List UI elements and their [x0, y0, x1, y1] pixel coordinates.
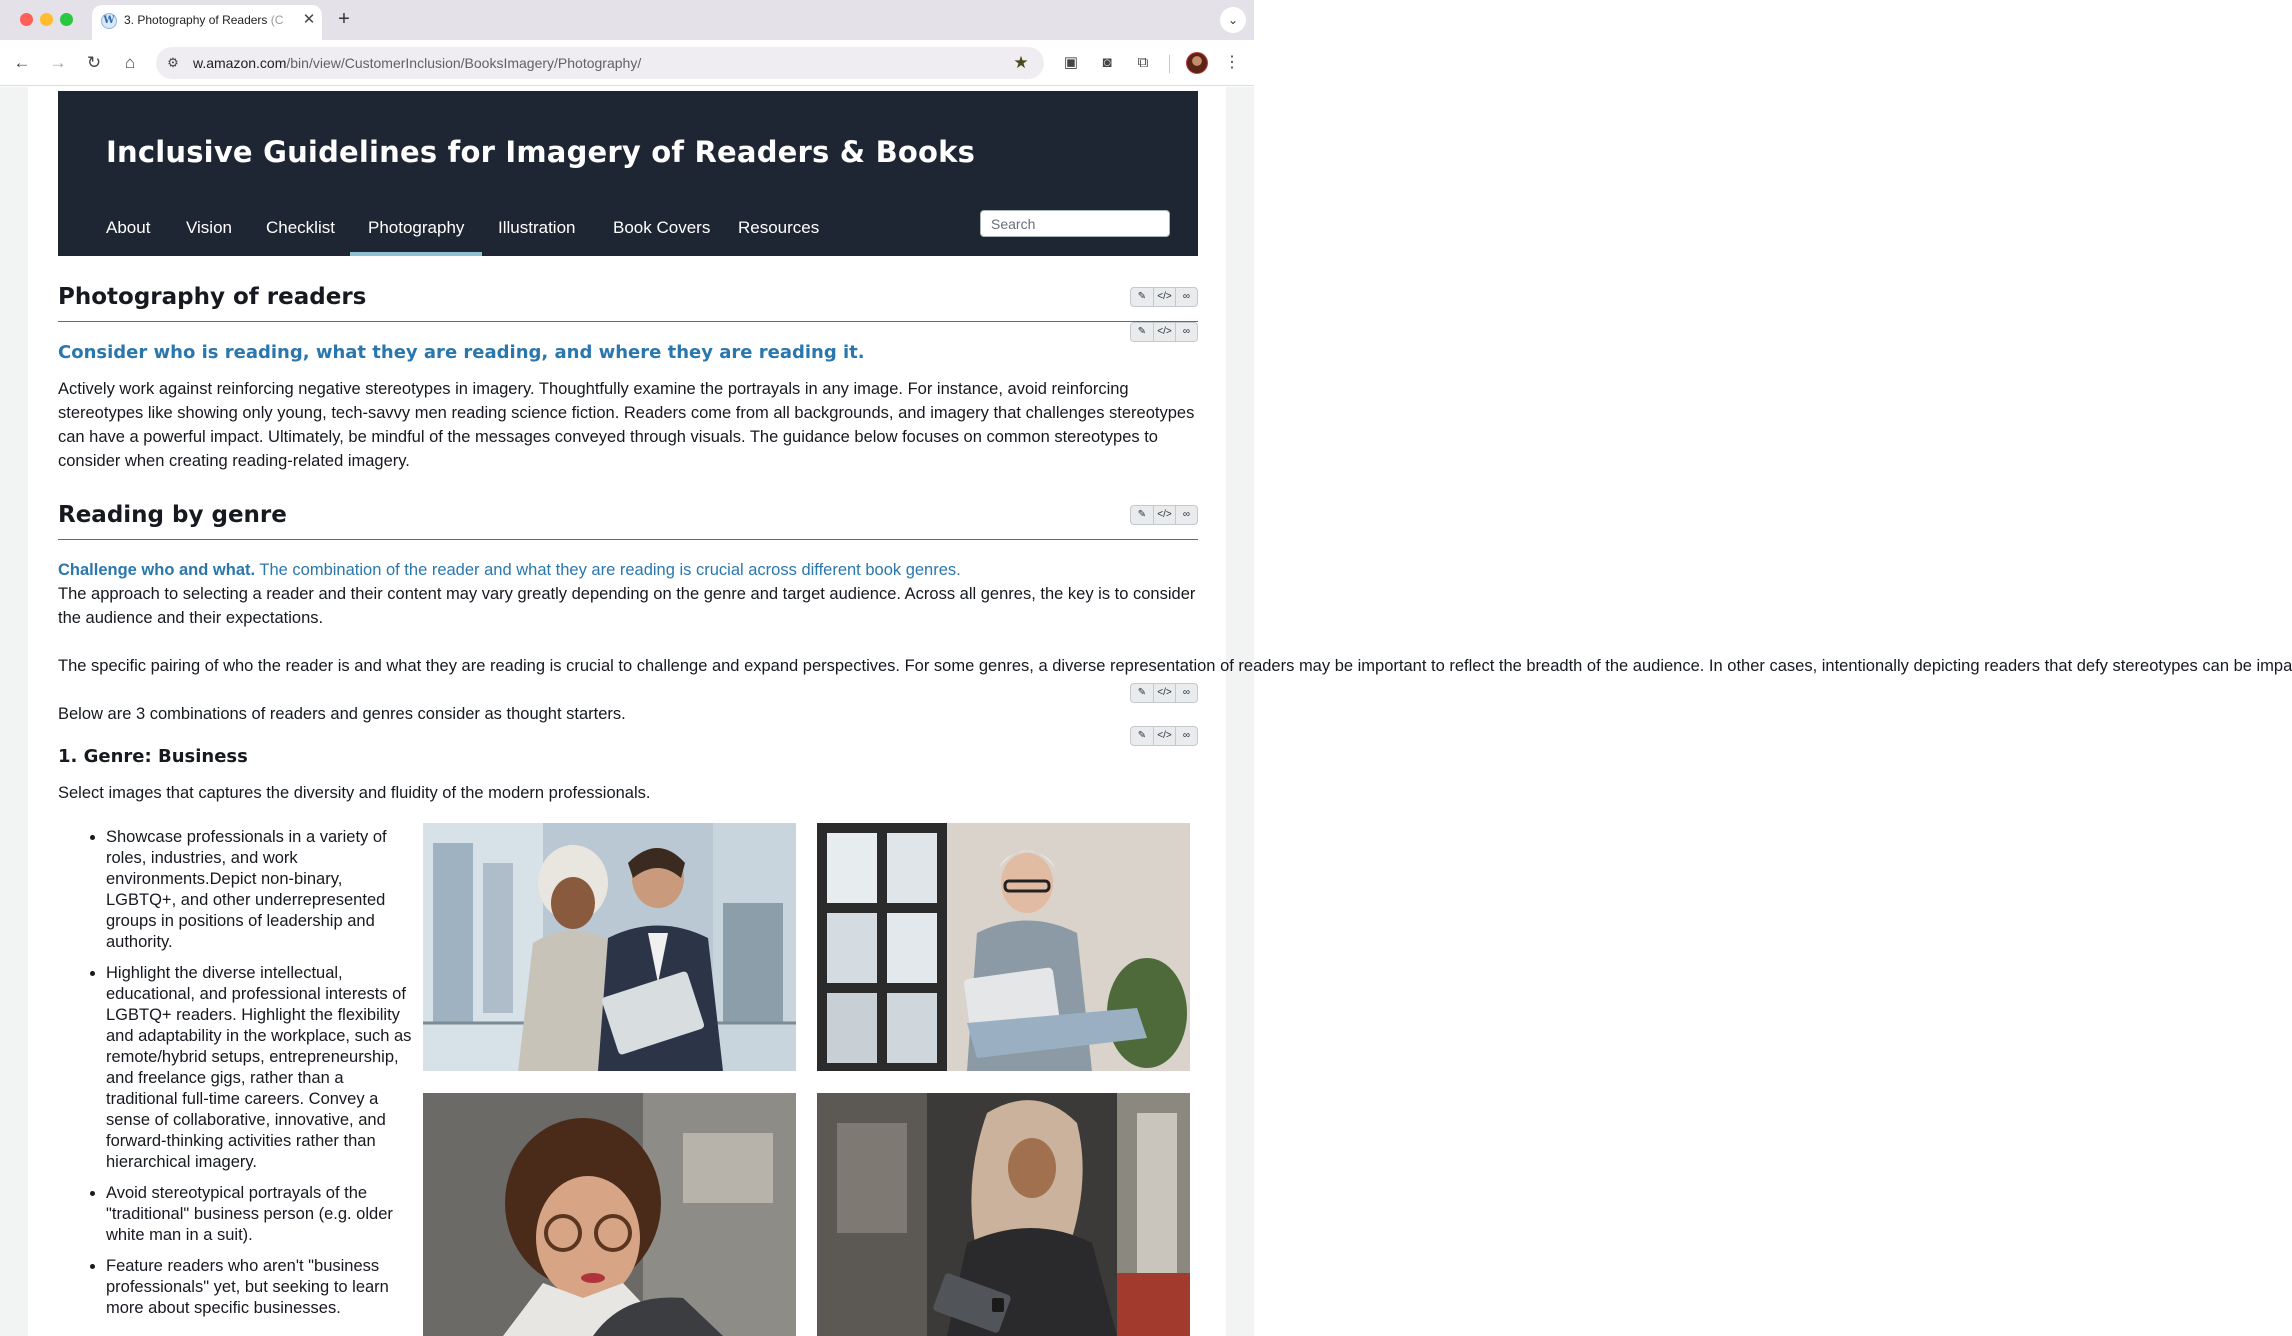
reload-icon[interactable]: ↻ — [86, 53, 102, 72]
link-icon[interactable]: ∞ — [1175, 323, 1197, 341]
pencil-icon[interactable]: ✎ — [1137, 687, 1147, 698]
photo-colleagues-with-tablet — [423, 823, 796, 1071]
code-icon[interactable]: </> — [1153, 288, 1175, 306]
nav-about[interactable]: About — [106, 218, 151, 237]
home-icon[interactable]: ⌂ — [124, 53, 136, 72]
browser-toolbar — [0, 40, 1254, 86]
genre-paragraph-2: The specific pairing of who the reader is and what they are reading is crucial to challenge and expand perspectives. For some genres, a diverse representation of readers may be important to reflect the breadth of the audience. In other cases, intentionally depicting readers that defy stereotypes can be impa — [58, 657, 2292, 675]
browser-menu-icon[interactable]: ⋮ — [1224, 54, 1240, 71]
link-icon[interactable]: ∞ — [1175, 506, 1197, 524]
code-icon[interactable]: </> — [1153, 323, 1175, 341]
browser-tab-active[interactable] — [92, 5, 322, 40]
site-title: Inclusive Guidelines for Imagery of Readers & Books — [106, 135, 976, 169]
nav-photography[interactable]: Photography — [368, 204, 464, 256]
back-arrow-icon[interactable]: ← — [13, 53, 31, 72]
subheading-consider-who: Consider who is reading, what they are reading, and where they are reading it. — [58, 342, 865, 363]
section-heading-reading-by-genre: Reading by genre — [58, 502, 287, 528]
code-icon[interactable]: </> — [1153, 727, 1175, 745]
search-input[interactable] — [980, 210, 1170, 237]
photo-woman-reading-tablet-window — [817, 823, 1190, 1071]
tab-title: 3. Photography of Readers (C — [124, 13, 284, 27]
list-item: • Avoid stereotypical portrayals of the "traditional" business person (e.g. older white man in a suit). — [106, 1183, 414, 1246]
section-heading-photography-of-readers: Photography of readers — [58, 284, 367, 310]
photo-hijab-woman-train-tablet — [817, 1093, 1190, 1336]
page-viewport — [0, 87, 2292, 1336]
pencil-icon[interactable]: ✎ — [1137, 326, 1147, 337]
pencil-icon[interactable]: ✎ — [1137, 730, 1147, 741]
code-icon[interactable]: </> — [1153, 684, 1175, 702]
genre-paragraph-3: Below are 3 combinations of readers and genres consider as thought starters. — [58, 705, 626, 723]
section-edit-tools — [1130, 322, 1198, 342]
intro-paragraph: Actively work against reinforcing negative stereotypes in imagery. Thoughtfully examine the portrayals in any image. For instance, avoid reinforcing stereotypes like showing only young, tech-savvy men reading science fiction. Readers come from all backgrounds, and imagery that challenges stereotypes can have a powerful impact. Ultimately, be mindful of the messages conveyed through visuals. The guidance below focuses on common stereotypes to consider when creating reading-related imagery. — [58, 380, 1195, 470]
window-minimize-button[interactable] — [40, 13, 53, 26]
link-icon[interactable]: ∞ — [1175, 727, 1197, 745]
nav-checklist[interactable]: Checklist — [266, 218, 335, 237]
genre-business-heading: 1. Genre: Business — [58, 746, 248, 767]
site-info-icon[interactable]: ⚙ — [167, 55, 179, 70]
header-banner — [58, 91, 1198, 256]
profile-avatar[interactable] — [1186, 52, 1208, 74]
section-edit-tools — [1130, 726, 1198, 746]
bookmark-star-icon[interactable]: ★ — [1013, 53, 1029, 72]
window-zoom-button[interactable] — [60, 13, 73, 26]
tab-search-chevron-icon[interactable]: ⌄ — [1220, 7, 1246, 33]
wiki-favicon-icon: W — [101, 13, 117, 29]
url-text[interactable]: w.amazon.com/bin/view/CustomerInclusion/BooksImagery/Photography/ — [193, 55, 642, 71]
heading-divider — [58, 539, 1198, 540]
forward-arrow-icon[interactable]: → — [49, 53, 67, 72]
nav-resources[interactable]: Resources — [738, 218, 820, 237]
camera-icon[interactable]: ◙ — [1102, 54, 1112, 71]
browser-tab-bar — [0, 0, 1254, 40]
challenge-lead: Challenge who and what. The combination of the reader and what they are reading is crucial across different book genres. — [58, 561, 961, 579]
list-item: • Feature readers who aren't "business professionals" yet, but seeking to learn more about specific businesses. — [106, 1256, 414, 1319]
address-bar[interactable] — [156, 47, 1044, 79]
pencil-icon[interactable]: ✎ — [1137, 509, 1147, 520]
genre-business-bullets — [84, 827, 414, 1329]
new-tab-button[interactable]: + — [338, 8, 350, 30]
toolbar-divider — [1169, 55, 1170, 73]
tab-close-icon[interactable]: ✕ — [302, 11, 316, 28]
section-edit-tools — [1130, 287, 1198, 307]
link-icon[interactable]: ∞ — [1175, 684, 1197, 702]
photo-curly-hair-woman-laptop — [423, 1093, 796, 1336]
list-item: • Highlight the diverse intellectual, educational, and professional interests of LGBTQ+ readers. Highlight the flexibility and adaptability in the workplace, such as remote/hybrid setups, entrepreneurship, and freelance gigs, rather than a traditional full-time careers. Convey a sense of collaborative, innovative, and forward-thinking activities rather than hierarchical imagery. — [106, 963, 414, 1173]
link-icon[interactable]: ∞ — [1175, 288, 1197, 306]
wiki-page — [28, 87, 2292, 1336]
list-item: • Showcase professionals in a variety of roles, industries, and work environments.Depict non-binary, LGBTQ+, and other underrepresented groups in positions of leadership and authority. — [106, 827, 414, 953]
heading-divider — [58, 321, 1198, 322]
genre-paragraph-1: The approach to selecting a reader and their content may vary greatly depending on the genre and target audience. Across all genres, the key is to consider the audience and their expectations. — [58, 585, 1196, 627]
window-close-button[interactable] — [20, 13, 33, 26]
reading-mode-icon[interactable]: ▣ — [1063, 54, 1079, 71]
nav-vision[interactable]: Vision — [186, 218, 232, 237]
genre-business-intro: Select images that captures the diversity and fluidity of the modern professionals. — [58, 784, 651, 802]
section-edit-tools — [1130, 505, 1198, 525]
section-edit-tools — [1130, 683, 1198, 703]
nav-illustration[interactable]: Illustration — [498, 218, 576, 237]
pencil-icon[interactable]: ✎ — [1137, 291, 1147, 302]
code-icon[interactable]: </> — [1153, 506, 1175, 524]
nav-book-covers[interactable]: Book Covers — [613, 218, 711, 237]
extensions-puzzle-icon[interactable]: ⧉ — [1137, 54, 1149, 71]
